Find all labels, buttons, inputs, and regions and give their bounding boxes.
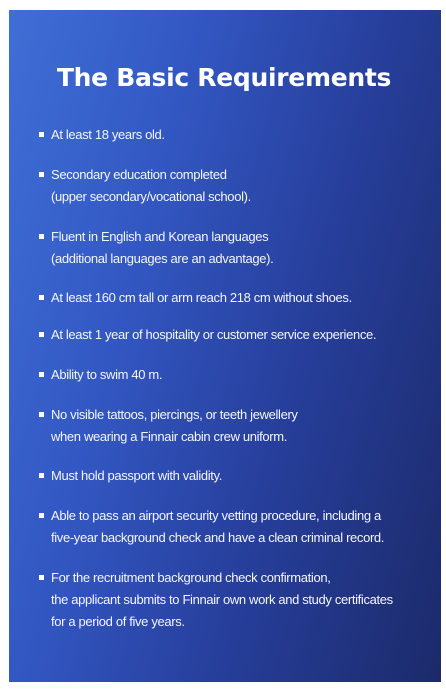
requirement-item-height <box>39 287 427 309</box>
requirement-text: when wearing a Finnair cabin crew uniform. <box>51 429 288 444</box>
requirement-text: Fluent in English and Korean languages <box>51 229 269 244</box>
square-bullet-icon <box>39 295 44 300</box>
requirement-text: Must hold passport with validity. <box>51 468 223 483</box>
requirement-item-security-vetting <box>39 505 427 549</box>
requirement-text: Ability to swim 40 m. <box>51 367 163 382</box>
square-bullet-icon <box>39 473 44 478</box>
requirement-text: for a period of five years. <box>51 614 185 629</box>
requirement-item-swim <box>39 364 427 386</box>
square-bullet-icon <box>39 412 44 417</box>
square-bullet-icon <box>39 332 44 337</box>
requirement-text: Secondary education completed <box>51 167 227 182</box>
requirement-text: the applicant submits to Finnair own work and study certificates <box>51 592 393 607</box>
requirement-text: At least 160 cm tall or arm reach 218 cm without shoes. <box>51 290 352 305</box>
requirement-text: No visible tattoos, piercings, or teeth jewellery <box>51 407 298 422</box>
requirement-text: At least 18 years old. <box>51 127 165 142</box>
requirement-item-age <box>39 124 427 146</box>
square-bullet-icon <box>39 513 44 518</box>
square-bullet-icon <box>39 172 44 177</box>
requirement-item-experience <box>39 324 427 346</box>
requirement-text: For the recruitment background check confirmation, <box>51 570 331 585</box>
requirements-card <box>9 10 441 682</box>
requirement-item-languages <box>39 226 427 270</box>
requirement-text: (additional languages are an advantage). <box>51 251 274 266</box>
requirement-text: At least 1 year of hospitality or customer service experience. <box>51 327 377 342</box>
page-title: The Basic Requirements <box>56 63 392 92</box>
requirement-item-tattoos <box>39 404 427 448</box>
square-bullet-icon <box>39 372 44 377</box>
requirement-item-education <box>39 164 427 208</box>
square-bullet-icon <box>39 575 44 580</box>
requirement-item-passport <box>39 465 427 487</box>
requirement-item-certificates <box>39 567 427 633</box>
square-bullet-icon <box>39 132 44 137</box>
requirement-text: (upper secondary/vocational school). <box>51 189 251 204</box>
requirement-text: five-year background check and have a clean criminal record. <box>51 530 385 545</box>
requirement-text: Able to pass an airport security vetting procedure, including a <box>51 508 381 523</box>
square-bullet-icon <box>39 234 44 239</box>
